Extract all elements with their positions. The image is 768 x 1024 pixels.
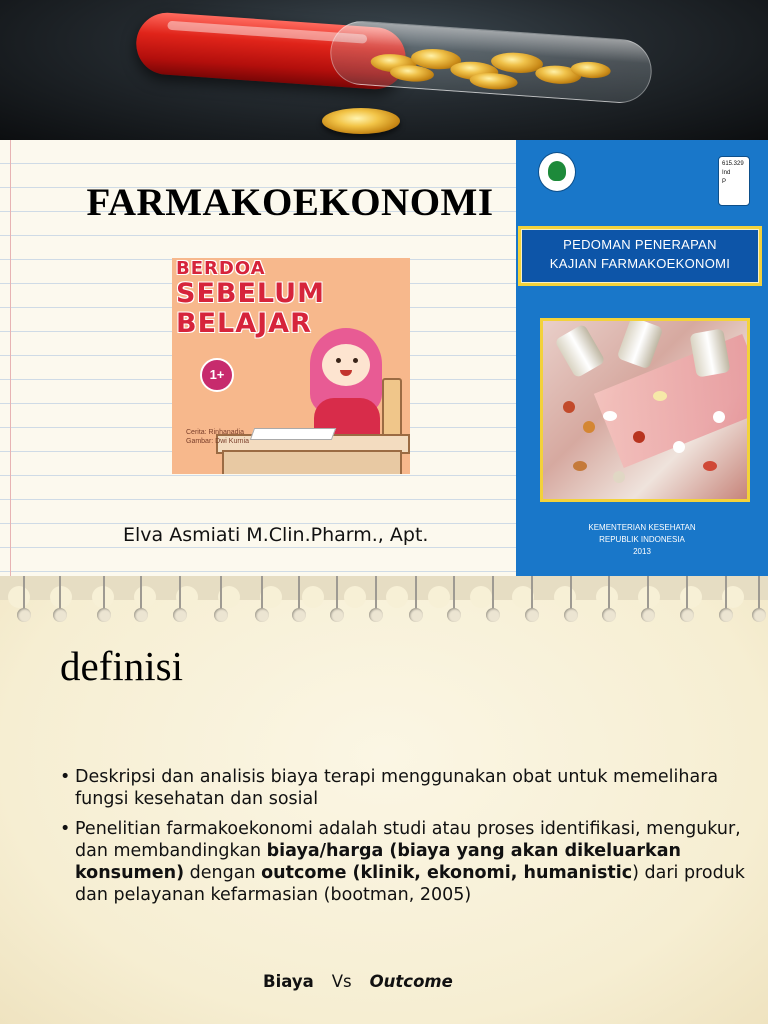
capsule-coins-banner xyxy=(0,0,768,140)
binder-hole-icon xyxy=(292,576,306,622)
book-cover-berdoa xyxy=(172,258,410,474)
book-title-line-2: KAJIAN FARMAKOEKONOMI xyxy=(549,256,731,271)
binder-hole-icon xyxy=(173,576,187,622)
clear-capsule-half xyxy=(328,19,654,105)
bullet-item: • Deskripsi dan analisis biaya terapi menggunakan obat untuk memelihara fungsi kesehatan dan sosial xyxy=(60,766,750,810)
binder-hole-icon xyxy=(752,576,766,622)
slide-title: definisi xyxy=(60,643,183,689)
book-title-line-1: BERDOA xyxy=(176,258,266,279)
falling-coin-icon xyxy=(322,108,400,134)
biaya-label: Biaya xyxy=(263,972,314,991)
slide-2 xyxy=(0,576,768,1024)
binder-hole-icon xyxy=(602,576,616,622)
slide-title: FARMAKOEKONOMI xyxy=(86,181,494,224)
biaya-vs-outcome xyxy=(263,972,453,991)
binder-hole-icon xyxy=(525,576,539,622)
book-title-line-1: PEDOMAN PENERAPAN xyxy=(563,237,717,252)
book-title-line-3: BELAJAR xyxy=(176,308,312,339)
binder-hole-icon xyxy=(134,576,148,622)
binder-hole-icon xyxy=(719,576,733,622)
book-title-panel xyxy=(518,226,762,286)
bullet-list xyxy=(60,766,750,914)
binder-hole-icon xyxy=(680,576,694,622)
author-name: Elva Asmiati M.Clin.Pharm., Apt. xyxy=(123,524,429,546)
pills-money-photo xyxy=(540,318,750,502)
binder-hole-icon xyxy=(447,576,461,622)
binder-hole-icon xyxy=(564,576,578,622)
vs-label: Vs xyxy=(331,972,352,991)
binder-hole-icon xyxy=(486,576,500,622)
kemenkes-logo-icon xyxy=(538,152,576,192)
book-title-line-2: SEBELUM xyxy=(176,278,325,309)
binder-hole-icon xyxy=(330,576,344,622)
binder-hole-icon xyxy=(97,576,111,622)
book-cover-pedoman xyxy=(516,140,768,576)
bullet-item: • Penelitian farmakoekonomi adalah studi atau proses identifikasi, mengukur, dan membandingkan biaya/harga (biaya yang akan dikeluarkan konsumen) dengan outcome (klinik, ekonomi, humanistic) dari produk dan pelayanan kefarmasian (bootman, 2005) xyxy=(60,818,750,906)
age-badge: 1+ xyxy=(200,358,234,392)
binder-hole-icon xyxy=(53,576,67,622)
binder-hole-icon xyxy=(17,576,31,622)
binder-hole-icon xyxy=(409,576,423,622)
binder-hole-icon xyxy=(214,576,228,622)
girl-face-illustration xyxy=(322,344,370,386)
binder-hole-icon xyxy=(641,576,655,622)
binder-hole-icon xyxy=(369,576,383,622)
binder-hole-icon xyxy=(255,576,269,622)
catalog-label: 615.329 Ind P xyxy=(718,156,750,206)
book-credits: Cerita: Rinhanadia Gambar: Dwi Kurnia xyxy=(186,429,250,445)
outcome-label: Outcome xyxy=(369,972,453,991)
book-publisher: KEMENTERIAN KESEHATAN REPUBLIK INDONESIA 2013 xyxy=(588,523,696,556)
